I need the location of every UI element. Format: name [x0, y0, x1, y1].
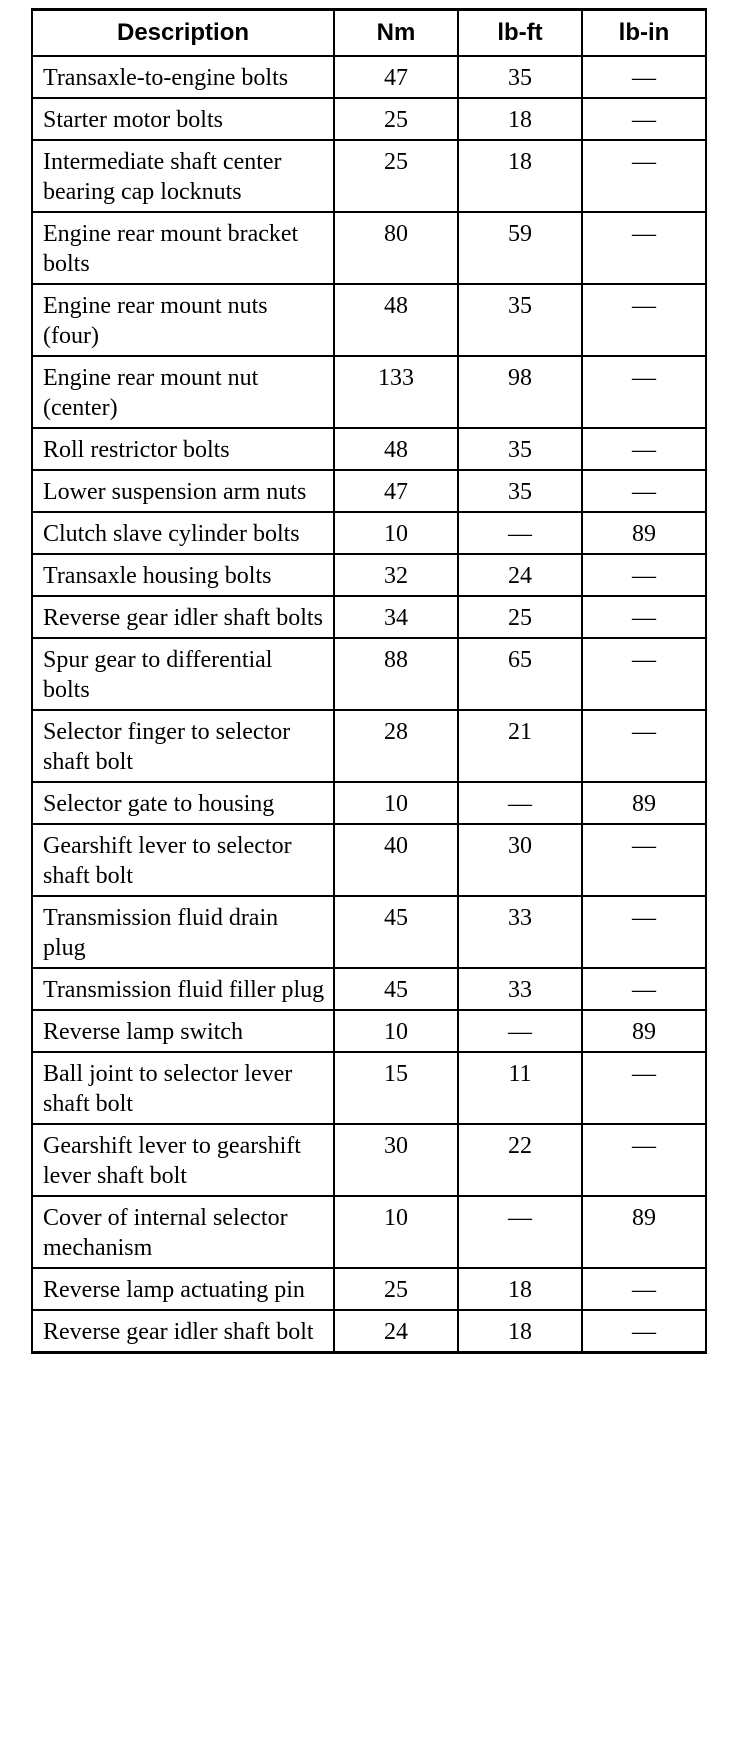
- cell-lb-ft: 59: [458, 212, 582, 284]
- cell-lb-in: —: [582, 1052, 706, 1124]
- cell-lb-in: —: [582, 896, 706, 968]
- cell-lb-in: —: [582, 824, 706, 896]
- cell-lb-in: —: [582, 1310, 706, 1353]
- cell-description: Starter motor bolts: [32, 98, 334, 140]
- cell-description: Engine rear mount nut (center): [32, 356, 334, 428]
- cell-lb-in: —: [582, 428, 706, 470]
- cell-nm: 32: [334, 554, 458, 596]
- cell-lb-ft: 18: [458, 140, 582, 212]
- header-nm: Nm: [334, 10, 458, 57]
- cell-description: Transmission fluid filler plug: [32, 968, 334, 1010]
- header-lb-in: lb-in: [582, 10, 706, 57]
- cell-lb-in: —: [582, 596, 706, 638]
- cell-nm: 10: [334, 1010, 458, 1052]
- cell-description: Gearshift lever to gearshift lever shaft bolt: [32, 1124, 334, 1196]
- table-row: [32, 1124, 706, 1196]
- cell-lb-ft: 33: [458, 968, 582, 1010]
- cell-lb-ft: 35: [458, 284, 582, 356]
- table-row: [32, 212, 706, 284]
- cell-lb-ft: 25: [458, 596, 582, 638]
- table-row: [32, 1268, 706, 1310]
- cell-description: Reverse gear idler shaft bolt: [32, 1310, 334, 1353]
- cell-nm: 28: [334, 710, 458, 782]
- cell-nm: 45: [334, 968, 458, 1010]
- cell-nm: 10: [334, 512, 458, 554]
- cell-nm: 25: [334, 98, 458, 140]
- cell-description: Reverse lamp actuating pin: [32, 1268, 334, 1310]
- cell-lb-in: —: [582, 470, 706, 512]
- cell-lb-in: —: [582, 638, 706, 710]
- table-row: [32, 824, 706, 896]
- cell-nm: 88: [334, 638, 458, 710]
- cell-lb-ft: 11: [458, 1052, 582, 1124]
- cell-nm: 25: [334, 1268, 458, 1310]
- cell-nm: 48: [334, 284, 458, 356]
- table-row: [32, 470, 706, 512]
- cell-description: Engine rear mount bracket bolts: [32, 212, 334, 284]
- cell-description: Transmission fluid drain plug: [32, 896, 334, 968]
- table-row: [32, 596, 706, 638]
- cell-lb-in: —: [582, 284, 706, 356]
- cell-description: Roll restrictor bolts: [32, 428, 334, 470]
- cell-description: Gearshift lever to selector shaft bolt: [32, 824, 334, 896]
- cell-lb-ft: 22: [458, 1124, 582, 1196]
- cell-lb-in: —: [582, 212, 706, 284]
- cell-lb-in: —: [582, 140, 706, 212]
- cell-nm: 34: [334, 596, 458, 638]
- cell-lb-ft: —: [458, 1010, 582, 1052]
- cell-nm: 40: [334, 824, 458, 896]
- cell-lb-in: 89: [582, 1196, 706, 1268]
- cell-nm: 80: [334, 212, 458, 284]
- table-row: [32, 1010, 706, 1052]
- table-row: [32, 512, 706, 554]
- table-row: [32, 1052, 706, 1124]
- cell-nm: 45: [334, 896, 458, 968]
- table-row: [32, 428, 706, 470]
- table-row: [32, 284, 706, 356]
- cell-lb-in: —: [582, 98, 706, 140]
- cell-description: Cover of internal selector mechanism: [32, 1196, 334, 1268]
- table-row: [32, 56, 706, 98]
- cell-lb-ft: 18: [458, 1268, 582, 1310]
- cell-lb-in: —: [582, 554, 706, 596]
- cell-lb-ft: 18: [458, 1310, 582, 1353]
- cell-description: Transaxle housing bolts: [32, 554, 334, 596]
- table-header-row: [32, 10, 706, 57]
- table-row: [32, 968, 706, 1010]
- cell-description: Reverse lamp switch: [32, 1010, 334, 1052]
- cell-lb-in: —: [582, 1124, 706, 1196]
- cell-description: Selector gate to housing: [32, 782, 334, 824]
- cell-lb-ft: 24: [458, 554, 582, 596]
- cell-nm: 24: [334, 1310, 458, 1353]
- cell-lb-ft: 98: [458, 356, 582, 428]
- cell-nm: 47: [334, 56, 458, 98]
- cell-description: Lower suspension arm nuts: [32, 470, 334, 512]
- cell-description: Reverse gear idler shaft bolts: [32, 596, 334, 638]
- cell-lb-ft: 65: [458, 638, 582, 710]
- table-row: [32, 1196, 706, 1268]
- table-row: [32, 710, 706, 782]
- cell-description: Intermediate shaft center bearing cap locknuts: [32, 140, 334, 212]
- cell-lb-ft: 18: [458, 98, 582, 140]
- cell-description: Transaxle-to-engine bolts: [32, 56, 334, 98]
- cell-lb-in: 89: [582, 512, 706, 554]
- cell-nm: 10: [334, 782, 458, 824]
- table-row: [32, 554, 706, 596]
- cell-nm: 25: [334, 140, 458, 212]
- cell-nm: 133: [334, 356, 458, 428]
- cell-lb-ft: 33: [458, 896, 582, 968]
- table-row: [32, 896, 706, 968]
- cell-description: Spur gear to differential bolts: [32, 638, 334, 710]
- cell-lb-in: —: [582, 56, 706, 98]
- cell-lb-in: —: [582, 356, 706, 428]
- cell-nm: 15: [334, 1052, 458, 1124]
- table-row: [32, 638, 706, 710]
- table-row: [32, 356, 706, 428]
- cell-nm: 30: [334, 1124, 458, 1196]
- header-lb-ft: lb-ft: [458, 10, 582, 57]
- cell-lb-ft: 35: [458, 56, 582, 98]
- cell-lb-in: 89: [582, 1010, 706, 1052]
- table-row: [32, 1310, 706, 1353]
- cell-description: Selector finger to selector shaft bolt: [32, 710, 334, 782]
- cell-description: Engine rear mount nuts (four): [32, 284, 334, 356]
- cell-lb-ft: 35: [458, 428, 582, 470]
- table-row: [32, 140, 706, 212]
- cell-lb-in: 89: [582, 782, 706, 824]
- torque-spec-table: [31, 8, 707, 1354]
- cell-lb-ft: —: [458, 512, 582, 554]
- cell-lb-ft: 21: [458, 710, 582, 782]
- cell-lb-ft: 35: [458, 470, 582, 512]
- cell-lb-in: —: [582, 710, 706, 782]
- cell-description: Ball joint to selector lever shaft bolt: [32, 1052, 334, 1124]
- cell-nm: 48: [334, 428, 458, 470]
- table-row: [32, 782, 706, 824]
- cell-lb-ft: 30: [458, 824, 582, 896]
- cell-lb-ft: —: [458, 1196, 582, 1268]
- cell-lb-in: —: [582, 968, 706, 1010]
- cell-nm: 47: [334, 470, 458, 512]
- cell-nm: 10: [334, 1196, 458, 1268]
- cell-description: Clutch slave cylinder bolts: [32, 512, 334, 554]
- header-description: Description: [32, 10, 334, 57]
- table-row: [32, 98, 706, 140]
- cell-lb-ft: —: [458, 782, 582, 824]
- cell-lb-in: —: [582, 1268, 706, 1310]
